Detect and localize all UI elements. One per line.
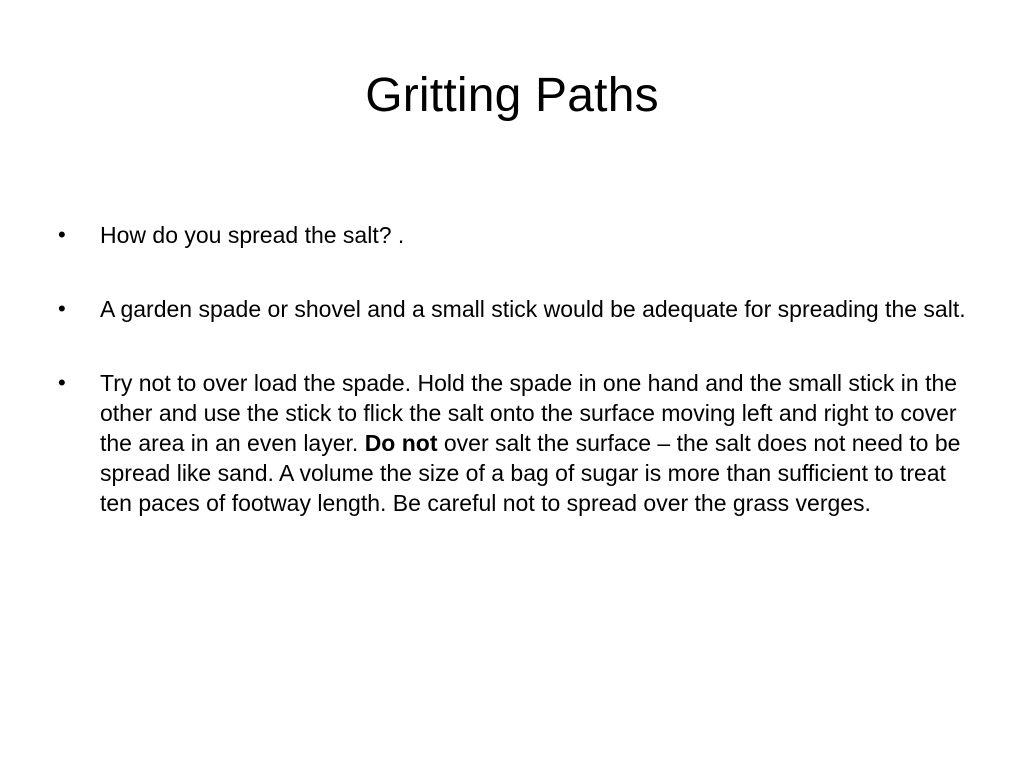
bullet-item [58,368,968,518]
bullet-text-emphasis: Do not [364,430,438,456]
bullet-text-part: over salt the surface – the salt does not need to be spread like sand. A volume the size of a bag of sugar is more than sufficient to treat ten paces of footway length. Be careful not to spread over the grass verges. [100,430,961,516]
bullet-icon: • [58,370,66,395]
bullet-text: A garden spade or shovel and a small stick would be adequate for spreading the salt. [100,296,966,322]
bullet-list [58,220,968,518]
bullet-icon: • [58,296,66,321]
bullet-item [58,220,968,250]
bullet-item [58,294,968,324]
bullet-icon: • [58,222,66,247]
bullet-text: How do you spread the salt? . [100,222,405,248]
slide-title: Gritting Paths [365,69,659,122]
bullet-text-part: Try not to over load the spade. Hold the spade in one hand and the small stick in the other and use the stick to flick the salt onto the surface moving left and right to cover the area in an even layer. [100,370,958,456]
